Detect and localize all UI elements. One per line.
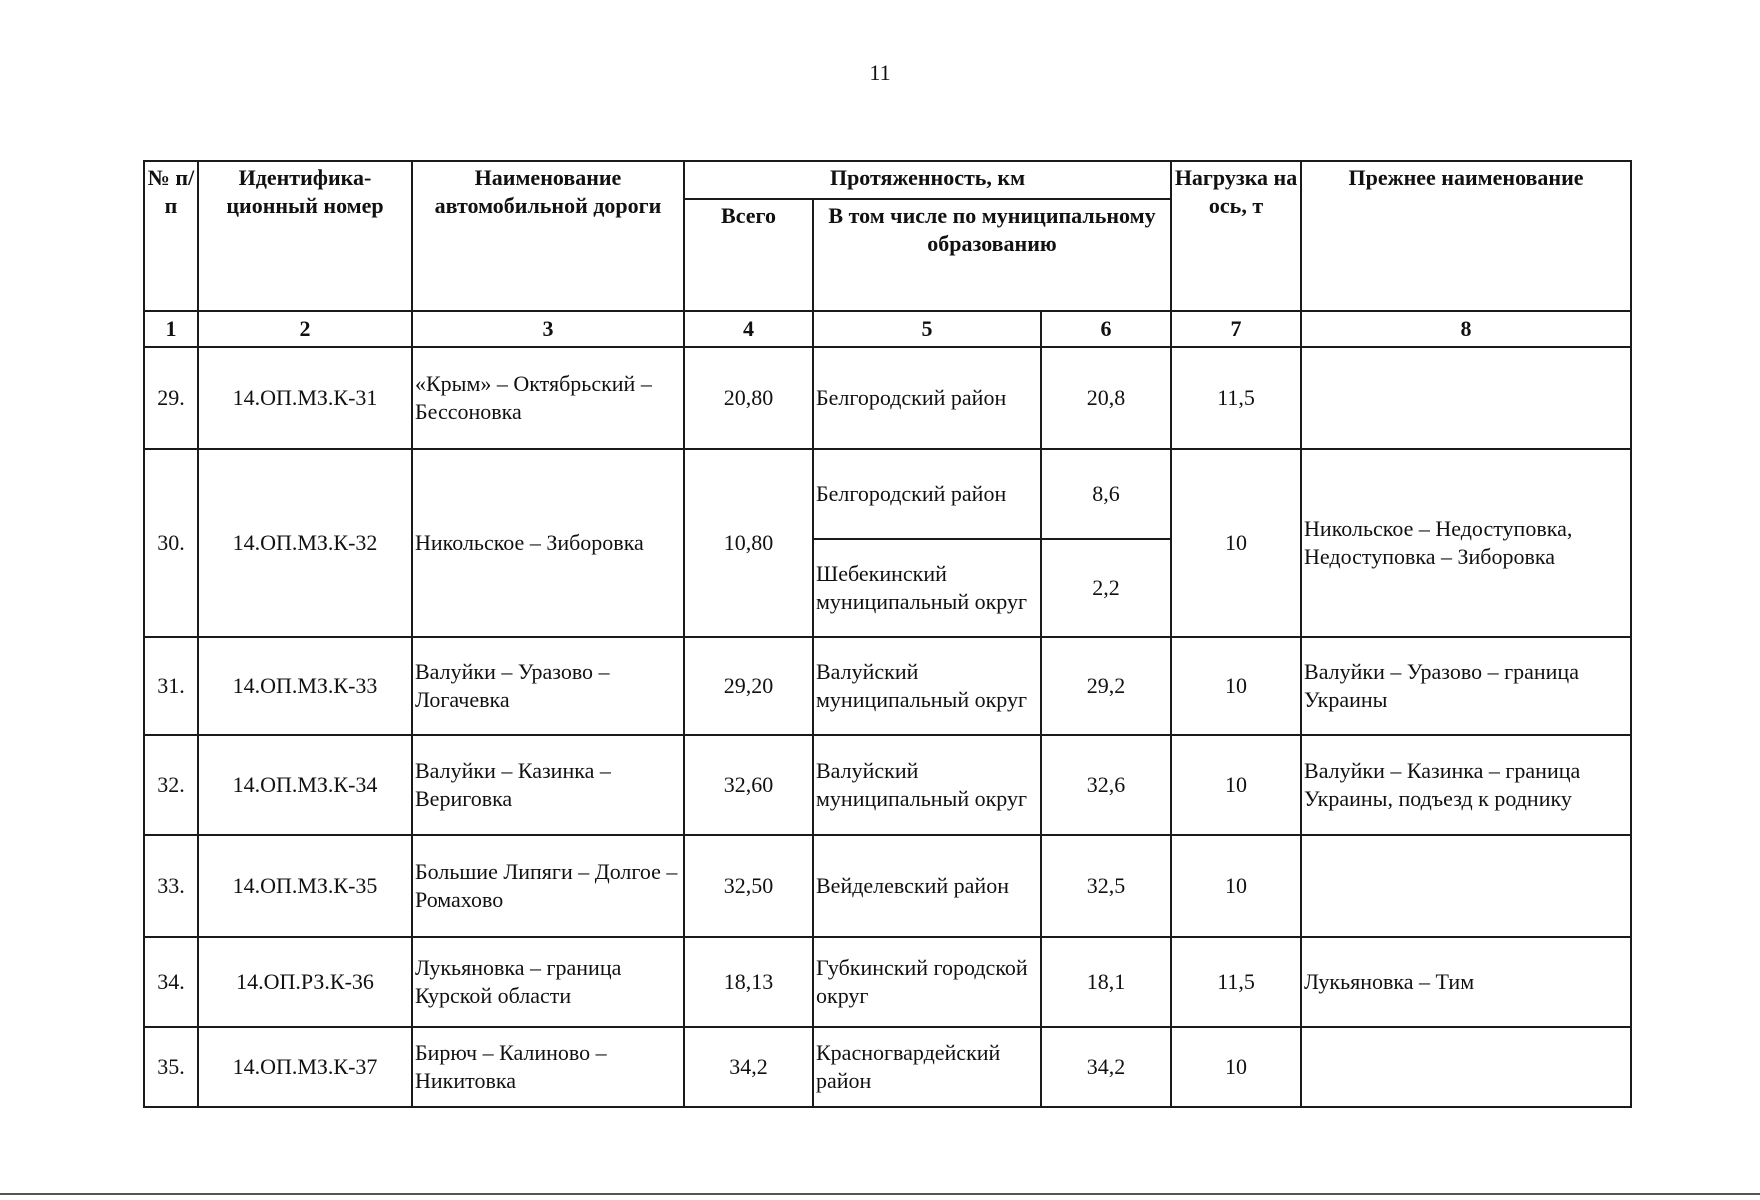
table-row [144, 835, 1631, 937]
table-body [144, 347, 1631, 1107]
municipality: Шебекинский муниципальный округ [813, 539, 1041, 637]
axle-load: 10 [1171, 1027, 1301, 1107]
municipality: Валуйский муниципальный округ [813, 637, 1041, 735]
road-name: «Крым» – Октябрьский – Бессоновка [412, 347, 684, 449]
row-num: 30. [144, 449, 198, 637]
municipality-km: 8,6 [1041, 449, 1171, 539]
municipality-km: 32,5 [1041, 835, 1171, 937]
axle-load: 10 [1171, 735, 1301, 835]
table-row [144, 637, 1631, 735]
road-id: 14.ОП.МЗ.К-34 [198, 735, 412, 835]
row-num: 32. [144, 735, 198, 835]
municipality: Белгородский район [813, 347, 1041, 449]
header-num: № п/п [144, 161, 198, 311]
axle-load: 10 [1171, 637, 1301, 735]
road-id: 14.ОП.РЗ.К-36 [198, 937, 412, 1027]
road-name: Большие Липяги – Долгое – Ромахово [412, 835, 684, 937]
municipality: Губкинский городской округ [813, 937, 1041, 1027]
municipality-km: 32,6 [1041, 735, 1171, 835]
table-header [144, 161, 1631, 347]
column-number: 6 [1041, 311, 1171, 347]
road-id: 14.ОП.МЗ.К-33 [198, 637, 412, 735]
length-total: 32,50 [684, 835, 813, 937]
header-total: Всего [684, 199, 813, 311]
road-id: 14.ОП.МЗ.К-32 [198, 449, 412, 637]
row-num: 33. [144, 835, 198, 937]
previous-name: Никольское – Недоступовка, Недоступовка – Зиборовка [1301, 449, 1631, 637]
table-row [144, 937, 1631, 1027]
length-total: 32,60 [684, 735, 813, 835]
previous-name [1301, 835, 1631, 937]
road-id: 14.ОП.МЗ.К-31 [198, 347, 412, 449]
road-name: Бирюч – Калиново – Никитовка [412, 1027, 684, 1107]
column-numbers-row [144, 311, 1631, 347]
column-number: 8 [1301, 311, 1631, 347]
row-num: 31. [144, 637, 198, 735]
row-num: 34. [144, 937, 198, 1027]
length-total: 29,20 [684, 637, 813, 735]
length-total: 20,80 [684, 347, 813, 449]
page-bottom-rule [0, 1193, 1760, 1195]
header-id: Идентифика-ционный номер [198, 161, 412, 311]
previous-name [1301, 1027, 1631, 1107]
municipality: Вейделевский район [813, 835, 1041, 937]
table-row [144, 735, 1631, 835]
previous-name: Валуйки – Уразово – граница Украины [1301, 637, 1631, 735]
previous-name: Лукьяновка – Тим [1301, 937, 1631, 1027]
header-by-municipal: В том числе по муниципальному образованию [813, 199, 1171, 311]
length-total: 34,2 [684, 1027, 813, 1107]
road-id: 14.ОП.МЗ.К-37 [198, 1027, 412, 1107]
table-row [144, 449, 1631, 539]
municipality: Валуйский муниципальный округ [813, 735, 1041, 835]
roads-table [143, 160, 1632, 1108]
road-name: Валуйки – Уразово – Логачевка [412, 637, 684, 735]
column-number: 7 [1171, 311, 1301, 347]
municipality-km: 18,1 [1041, 937, 1171, 1027]
road-id: 14.ОП.МЗ.К-35 [198, 835, 412, 937]
axle-load: 10 [1171, 449, 1301, 637]
previous-name: Валуйки – Казинка – граница Украины, подъезд к роднику [1301, 735, 1631, 835]
header-load: Нагрузка на ось, т [1171, 161, 1301, 311]
column-number: 5 [813, 311, 1041, 347]
municipality-km: 34,2 [1041, 1027, 1171, 1107]
table-row [144, 347, 1631, 449]
axle-load: 11,5 [1171, 347, 1301, 449]
municipality: Белгородский район [813, 449, 1041, 539]
column-number: 2 [198, 311, 412, 347]
road-name: Никольское – Зиборовка [412, 449, 684, 637]
header-prev: Прежнее наименование [1301, 161, 1631, 311]
length-total: 10,80 [684, 449, 813, 637]
page-number: 11 [869, 60, 891, 85]
row-num: 29. [144, 347, 198, 449]
length-total: 18,13 [684, 937, 813, 1027]
header-length: Протяженность, км [684, 161, 1171, 199]
column-number: 4 [684, 311, 813, 347]
table-row [144, 1027, 1631, 1107]
column-number: 1 [144, 311, 198, 347]
road-name: Лукьяновка – граница Курской области [412, 937, 684, 1027]
municipality-km: 20,8 [1041, 347, 1171, 449]
municipality-km: 2,2 [1041, 539, 1171, 637]
axle-load: 11,5 [1171, 937, 1301, 1027]
road-name: Валуйки – Казинка – Вериговка [412, 735, 684, 835]
axle-load: 10 [1171, 835, 1301, 937]
municipality: Красногвардейский район [813, 1027, 1041, 1107]
previous-name [1301, 347, 1631, 449]
row-num: 35. [144, 1027, 198, 1107]
column-number: 3 [412, 311, 684, 347]
municipality-km: 29,2 [1041, 637, 1171, 735]
header-name: Наименование автомобильной дороги [412, 161, 684, 311]
